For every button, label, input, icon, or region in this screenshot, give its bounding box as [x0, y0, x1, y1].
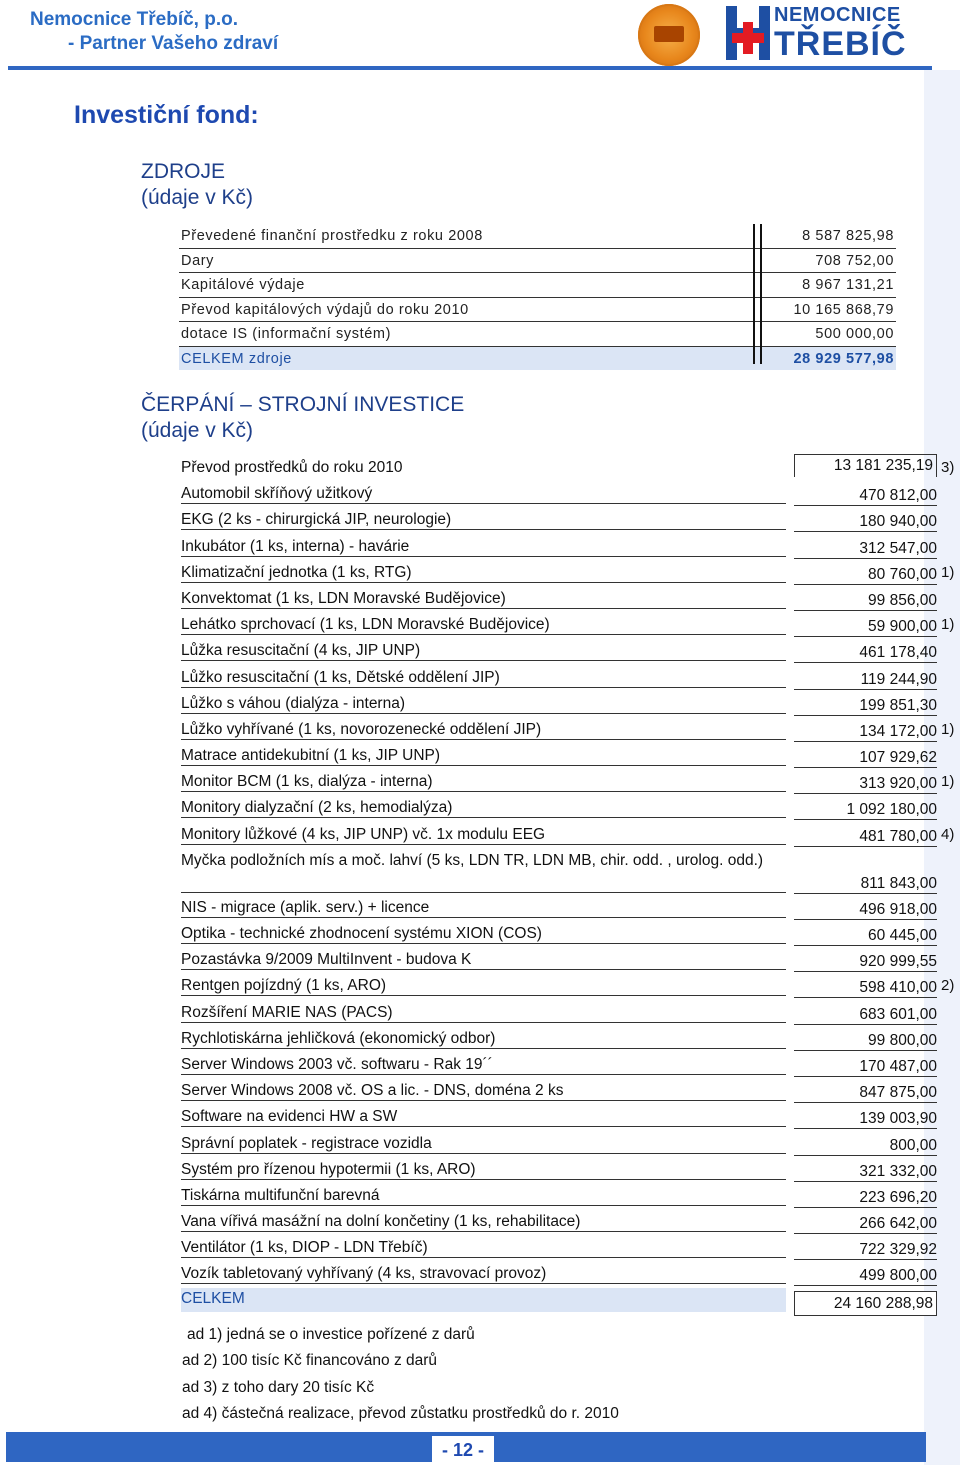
table-row — [179, 997, 939, 1023]
row-label: CELKEM — [181, 1288, 786, 1312]
table-row — [179, 714, 955, 740]
row-label: Konvektomat (1 ks, LDN Moravské Budějovice) — [181, 588, 786, 609]
cerpani-heading — [141, 392, 464, 444]
table-row — [179, 944, 939, 970]
table-row — [179, 1180, 939, 1206]
table-row — [179, 688, 939, 714]
table-row — [179, 583, 939, 609]
table-row — [179, 557, 955, 583]
table-row — [179, 1258, 939, 1284]
footnote: ad 3) z toho dary 20 tisíc Kč — [182, 1378, 375, 1396]
row-label: Lůžko resuscitační (1 ks, Dětské oddělení JIP) — [181, 667, 786, 688]
row-value: 10 165 868,79 — [793, 301, 894, 318]
row-value: 199 851,30 — [794, 695, 937, 716]
row-value: 180 940,00 — [794, 511, 937, 532]
row-label: Optika - technické zhodnocení systému XION (COS) — [181, 923, 786, 944]
row-value: 8 967 131,21 — [802, 277, 894, 293]
row-label: Monitory lůžkové (4 ks, JIP UNP) vč. 1x modulu EEG — [181, 824, 786, 845]
cerpani-title: ČERPÁNÍ – STROJNÍ INVESTICE — [141, 393, 465, 416]
row-value: 683 601,00 — [794, 1004, 937, 1025]
row-value: 470 812,00 — [794, 485, 937, 506]
table-row — [179, 273, 896, 298]
table-row — [179, 970, 955, 997]
row-value: 170 487,00 — [794, 1056, 937, 1077]
row-label: Dary — [181, 252, 215, 269]
row-label: Lehátko sprchovací (1 ks, LDN Moravské Budějovice) — [181, 614, 786, 635]
row-value: 312 547,00 — [794, 538, 937, 559]
row-value: 139 003,90 — [794, 1108, 937, 1129]
org-name — [30, 8, 278, 56]
row-note: 4) — [941, 825, 955, 843]
table-row — [179, 766, 955, 793]
row-label: Monitory dialyzační (2 ks, hemodialýza) — [181, 797, 786, 818]
row-note: 1) — [941, 616, 955, 634]
row-label: dotace IS (informační systém) — [181, 326, 391, 342]
table-row — [179, 609, 955, 636]
row-label: Lůžko s váhou (dialýza - interna) — [181, 693, 786, 714]
row-note: 1) — [941, 563, 955, 581]
row-value: 59 900,00 — [794, 616, 937, 637]
row-label: Systém pro řízenou hypotermii (1 ks, ARO) — [181, 1159, 786, 1180]
table-row — [179, 845, 939, 892]
zdroje-heading — [141, 159, 253, 211]
table-row — [179, 740, 939, 766]
table-row — [179, 322, 896, 347]
total-row — [179, 347, 896, 371]
row-value: 800,00 — [794, 1135, 937, 1156]
row-label: Pozastávka 9/2009 MultiInvent - budova K — [181, 949, 786, 970]
row-label: CELKEM zdroje — [181, 350, 292, 367]
header-divider — [8, 66, 932, 70]
row-label: Ventilátor (1 ks, DIOP - LDN Třebíč) — [181, 1237, 786, 1258]
row-label: Monitor BCM (1 ks, dialýza - interna) — [181, 771, 786, 792]
row-label: Matrace antidekubitní (1 ks, JIP UNP) — [181, 745, 786, 766]
row-value: 598 410,00 — [794, 977, 937, 998]
table-row — [179, 531, 939, 557]
row-label: Vana vířivá masážní na dolní končetiny (1 ks, rehabilitace) — [181, 1211, 786, 1232]
row-note: 1) — [941, 720, 955, 738]
row-label: Inkubátor (1 ks, interna) - havárie — [181, 536, 786, 557]
page-title — [74, 101, 259, 130]
row-label: Rentgen pojízdný (1 ks, ARO) — [181, 975, 786, 996]
row-label: Rychlotiskárna jehličková (ekonomický odbor) — [181, 1028, 786, 1049]
row-value: 60 445,00 — [794, 925, 937, 946]
row-value: 119 244,90 — [794, 669, 937, 690]
table-row — [179, 504, 939, 530]
row-value: 24 160 288,98 — [794, 1291, 937, 1316]
table-row — [179, 249, 896, 274]
row-label: Myčka podložních mís a moč. lahví (5 ks, LDN TR, LDN MB, chir. odd. , urolog. odd.) — [181, 850, 786, 893]
hospital-logo — [726, 4, 907, 63]
red-cross-icon — [732, 22, 764, 54]
row-label: Server Windows 2003 vč. softwaru - Rak 19´´ — [181, 1054, 786, 1075]
table-row — [179, 918, 939, 944]
table-row — [179, 1154, 939, 1180]
row-label: Klimatizační jednotka (1 ks, RTG) — [181, 562, 786, 583]
row-value: 99 856,00 — [794, 590, 937, 611]
row-label: NIS - migrace (aplik. serv.) + licence — [181, 897, 786, 918]
row-value: 847 875,00 — [794, 1082, 937, 1103]
accreditation-seal-icon — [638, 4, 700, 66]
org-name-line1: Nemocnice Třebíč, p.o. — [30, 9, 238, 30]
row-value: 1 092 180,00 — [794, 799, 937, 820]
table-row — [179, 635, 939, 661]
cerpani-subtitle: (údaje v Kč) — [141, 419, 254, 442]
table-row — [179, 224, 896, 249]
table-row — [179, 298, 896, 323]
table-row — [179, 892, 939, 918]
total-row — [179, 1285, 939, 1311]
row-value: 8 587 825,98 — [802, 228, 894, 244]
row-value: 811 843,00 — [794, 873, 937, 894]
row-value: 708 752,00 — [815, 252, 894, 269]
row-label: Tiskárna multifunční barevná — [181, 1185, 786, 1206]
row-label: Vozík tabletovaný vyhřívaný (4 ks, stravovací provoz) — [181, 1263, 786, 1284]
row-label: EKG (2 ks - chirurgická JIP, neurologie) — [181, 509, 786, 530]
row-value: 28 929 577,98 — [793, 350, 894, 367]
table-row — [179, 1232, 939, 1258]
table-row — [179, 478, 939, 504]
row-label: Server Windows 2008 vč. OS a lic. - DNS, doména 2 ks — [181, 1080, 786, 1101]
logo-text-top: NEMOCNICE — [774, 4, 901, 26]
table-row — [179, 662, 939, 688]
row-value: 722 329,92 — [794, 1239, 937, 1260]
page-title-text: Investiční fond — [74, 101, 251, 129]
page-number: - 12 - — [432, 1436, 494, 1462]
row-value: 223 696,20 — [794, 1187, 937, 1208]
row-note: 1) — [941, 773, 955, 791]
row-value: 134 172,00 — [794, 721, 937, 742]
zdroje-title: ZDROJE — [141, 160, 225, 183]
footnote: ad 1) jedná se o investice pořízené z darů — [187, 1326, 475, 1343]
row-label: Rozšíření MARIE NAS (PACS) — [181, 1002, 786, 1023]
row-value: 499 800,00 — [794, 1265, 937, 1286]
table-row — [179, 1101, 939, 1127]
row-label: Automobil skříňový užitkový — [181, 483, 786, 504]
row-label: Převedené finanční prostředku z roku 2008 — [181, 228, 483, 244]
row-label: Lůžko vyhřívané (1 ks, novorozenecké oddělení JIP) — [181, 719, 786, 740]
row-value: 13 181 235,19 — [794, 454, 937, 477]
table-row — [179, 1206, 939, 1232]
row-value: 313 920,00 — [794, 773, 937, 794]
row-label: Kapitálové výdaje — [181, 277, 305, 293]
row-note: 2) — [941, 977, 955, 995]
table-row — [179, 452, 955, 478]
row-value: 266 642,00 — [794, 1213, 937, 1234]
table-row — [179, 792, 939, 818]
zdroje-table — [179, 224, 896, 370]
row-label: Převod kapitálových výdajů do roku 2010 — [181, 301, 469, 318]
row-label: Software na evidenci HW a SW — [181, 1106, 786, 1127]
table-row — [179, 1128, 939, 1154]
row-value: 461 178,40 — [794, 642, 937, 663]
row-label: Lůžka resuscitační (4 ks, JIP UNP) — [181, 640, 786, 661]
table-row — [179, 1049, 939, 1075]
row-value: 107 929,62 — [794, 747, 937, 768]
footnote: ad 4) částečná realizace, převod zůstatku prostředků do r. 2010 — [182, 1404, 619, 1422]
table-row — [179, 1023, 939, 1049]
row-value: 920 999,55 — [794, 951, 937, 972]
footnote: ad 2) 100 tisíc Kč financováno z darů — [182, 1352, 438, 1370]
cerpani-table — [179, 452, 955, 1312]
org-name-line2: - Partner Vašeho zdraví — [68, 33, 279, 54]
row-value: 500 000,00 — [815, 326, 894, 342]
row-value: 80 760,00 — [794, 564, 937, 585]
row-value: 481 780,00 — [794, 826, 937, 847]
page-title-colon: : — [250, 101, 259, 129]
table-row — [179, 1075, 939, 1101]
row-value: 496 918,00 — [794, 899, 937, 920]
row-label: Převod prostředků do roku 2010 — [181, 459, 403, 476]
row-value: 321 332,00 — [794, 1161, 937, 1182]
logo-text-bottom: TŘEBÍČ — [774, 25, 907, 63]
row-label: Správní poplatek - registrace vozidla — [181, 1133, 786, 1154]
footnotes — [182, 1322, 619, 1427]
zdroje-subtitle: (údaje v Kč) — [141, 186, 254, 209]
row-note: 3) — [941, 459, 955, 476]
table-row — [179, 819, 955, 845]
row-value: 99 800,00 — [794, 1030, 937, 1051]
column-divider — [753, 224, 762, 364]
